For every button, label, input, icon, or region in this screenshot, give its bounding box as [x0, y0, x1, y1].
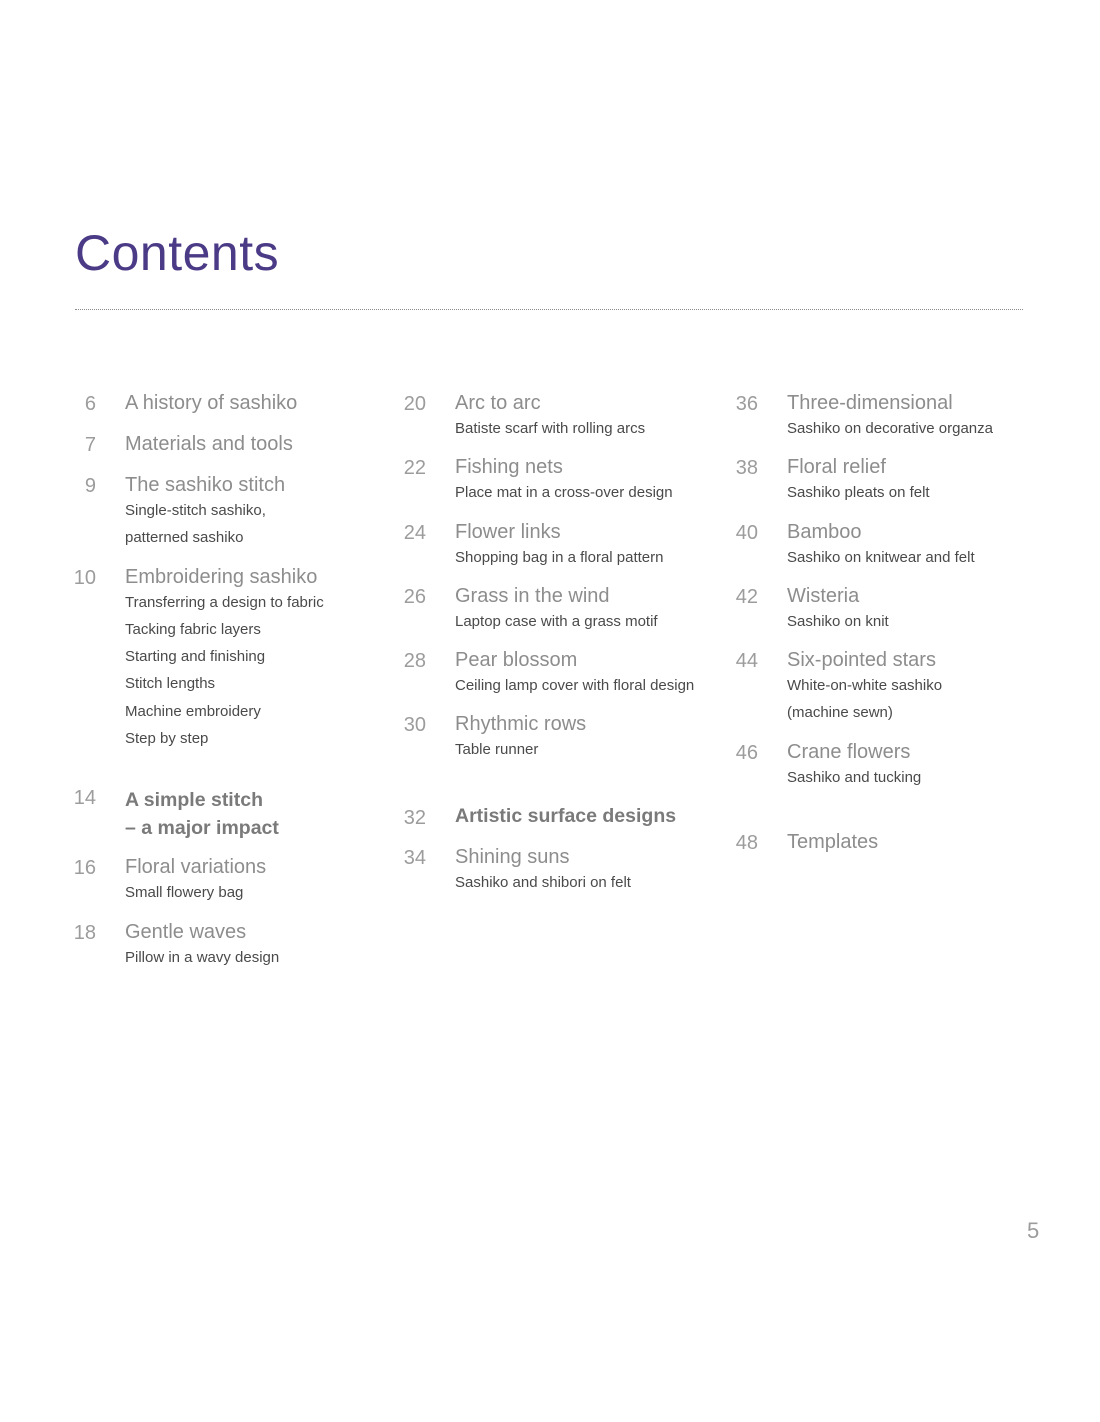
toc-entry-six-pointed-stars[interactable] [662, 649, 972, 727]
toc-page-number: 48 [735, 832, 758, 855]
toc-entry-bamboo[interactable] [662, 520, 975, 571]
toc-entry-stitch[interactable] [0, 474, 310, 552]
toc-subheading: Transferring a design to fabric [125, 593, 324, 611]
toc-page-number: 30 [403, 714, 426, 737]
toc-subheading: Starting and finishing [125, 648, 266, 666]
toc-page-number: 36 [735, 393, 758, 415]
toc-heading: Shining suns [455, 846, 570, 869]
toc-heading: Flower links [455, 520, 561, 543]
toc-heading: The sashiko stitch [125, 474, 286, 496]
toc-subheading: Sashiko and shibori on felt [455, 874, 631, 892]
toc-page-number: 24 [403, 521, 426, 544]
toc-subheading: (machine sewn) [787, 704, 893, 722]
toc-heading: A history of sashiko [125, 392, 298, 414]
toc-subheading: Sashiko pleats on felt [787, 484, 930, 502]
toc-heading: Embroidering sashiko [125, 565, 318, 588]
toc-entry-embroidering[interactable] [0, 565, 324, 753]
toc-page-number: 46 [735, 741, 758, 764]
toc-page-number: 6 [84, 393, 96, 415]
toc-page-number: 42 [735, 585, 758, 608]
toc-subheading: Shopping bag in a floral pattern [455, 548, 664, 566]
toc-heading: Gentle waves [125, 920, 247, 943]
toc-subheading: Sashiko on knit [787, 612, 889, 630]
toc-subheading: Machine embroidery [125, 702, 261, 720]
toc-page-number: 38 [735, 457, 758, 480]
toc-entry-arc-to-arc[interactable] [330, 392, 646, 442]
page-title: Contents [75, 225, 280, 281]
toc-entry-gentle-waves[interactable] [0, 921, 310, 971]
toc-subheading: Table runner [455, 741, 539, 759]
toc-heading: Floral variations [125, 856, 267, 879]
toc-subheading: Tacking fabric layers [125, 620, 261, 638]
toc-heading: Arc to arc [455, 392, 541, 414]
toc-entry-flower-links[interactable] [330, 520, 664, 571]
toc-heading: Crane flowers [787, 740, 911, 763]
toc-page-number: 20 [403, 393, 426, 415]
toc-page-number: 18 [73, 921, 96, 944]
toc-page-number: 32 [403, 806, 426, 829]
toc-entry-rhythmic-rows[interactable] [330, 713, 640, 763]
toc-heading-line-1: A simple stitch [125, 789, 263, 812]
toc-page-number: 7 [84, 434, 96, 456]
toc-heading: Artistic surface designs [455, 804, 677, 827]
toc-heading: Floral relief [787, 456, 886, 479]
toc-entry-wisteria[interactable] [662, 585, 972, 635]
toc-subheading: Pillow in a wavy design [125, 948, 280, 966]
toc-page-number: 22 [403, 457, 426, 480]
toc-entry-fishing-nets[interactable] [330, 456, 673, 506]
toc-entry-artistic-surface-designs[interactable] [330, 804, 677, 829]
toc-heading: Bamboo [787, 520, 862, 543]
toc-entry-pear-blossom[interactable] [330, 649, 695, 699]
toc-heading: Rhythmic rows [455, 713, 587, 736]
toc-subheading: Batiste scarf with rolling arcs [455, 420, 646, 437]
toc-entry-floral-variations[interactable] [0, 856, 310, 906]
toc-page-number: 28 [403, 650, 426, 673]
toc-subheading: Ceiling lamp cover with floral design [455, 677, 695, 695]
toc-entry-grass-in-the-wind[interactable] [330, 584, 658, 635]
toc-entry-history[interactable] [0, 392, 310, 414]
toc-subheading: Small flowery bag [125, 884, 244, 902]
toc-page-number: 9 [84, 475, 96, 497]
toc-subheading: Sashiko on knitwear and felt [787, 548, 975, 566]
contents-column-2 [330, 392, 695, 897]
toc-subheading: Step by step [125, 730, 209, 748]
toc-page-number: 40 [735, 521, 758, 544]
dotted-divider [75, 309, 1023, 310]
toc-heading: Materials and tools [125, 433, 293, 455]
toc-page-number: 34 [403, 847, 426, 870]
toc-heading: Pear blossom [455, 649, 578, 672]
toc-entry-shining-suns[interactable] [330, 846, 640, 896]
toc-page-number: 16 [73, 857, 96, 880]
toc-entry-three-dimensional[interactable] [662, 392, 993, 442]
toc-heading: Three-dimensional [787, 392, 953, 414]
toc-subheading: patterned sashiko [125, 529, 244, 547]
contents-column-1 [0, 392, 324, 971]
toc-subheading: Sashiko on decorative organza [787, 420, 993, 437]
toc-heading: Fishing nets [455, 456, 563, 479]
toc-entry-floral-relief[interactable] [662, 456, 972, 506]
toc-subheading: White-on-white sashiko [787, 677, 943, 695]
toc-heading: Grass in the wind [455, 584, 610, 607]
toc-heading: Wisteria [787, 584, 860, 607]
toc-subheading: Stitch lengths [125, 675, 216, 693]
toc-page-number: 10 [73, 566, 96, 589]
contents-column-3 [662, 392, 993, 855]
toc-entry-materials[interactable] [0, 433, 310, 455]
toc-subheading: Single-stitch sashiko, [125, 502, 266, 519]
toc-subheading: Sashiko and tucking [787, 768, 922, 786]
toc-entry-crane-flowers[interactable] [662, 741, 972, 791]
toc-page-number: 44 [735, 650, 758, 673]
toc-entry-templates[interactable] [662, 831, 972, 853]
toc-heading: Six-pointed stars [787, 649, 936, 672]
toc-subheading: Place mat in a cross-over design [455, 484, 673, 502]
toc-page-number: 14 [73, 787, 96, 810]
toc-heading-line-2: – a major impact [125, 817, 279, 840]
toc-heading: Templates [787, 831, 879, 854]
page-number: 5 [1027, 1218, 1040, 1243]
toc-page-number: 26 [403, 585, 426, 608]
toc-entry-simple-stitch[interactable] [0, 786, 310, 842]
toc-subheading: Laptop case with a grass motif [455, 612, 658, 630]
